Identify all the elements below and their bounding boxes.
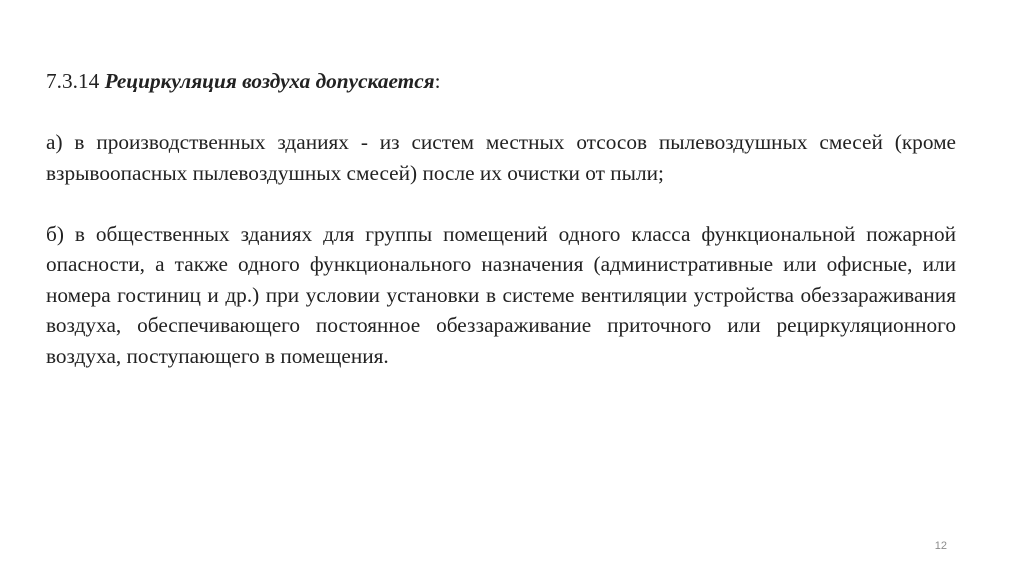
section-heading — [46, 66, 956, 97]
paragraph-a: а) в производственных зданиях - из систем местных отсосов пылевоздушных смесей (кроме взрывоопасных пылевоздушных смесей) после их очистки от пыли; — [46, 130, 956, 185]
slide-text-block — [46, 66, 956, 371]
section-title-suffix: : — [434, 69, 441, 93]
slide-number: 12 — [934, 540, 947, 552]
paragraph-b: б) в общественных зданиях для группы помещений одного класса функциональной пожарной опасности, а также одного функционального назначения (административные или офисные, или номера гостиниц и др.) при условии установки в системе вентиляции устройства обеззараживания воздуха, обеспечивающего постоянное обеззараживание приточного или рециркуляционного воздуха, поступающего в помещения. — [46, 221, 956, 368]
section-title: Рециркуляция воздуха допускается — [104, 69, 435, 93]
section-number: 7.3.14 — [46, 69, 100, 93]
